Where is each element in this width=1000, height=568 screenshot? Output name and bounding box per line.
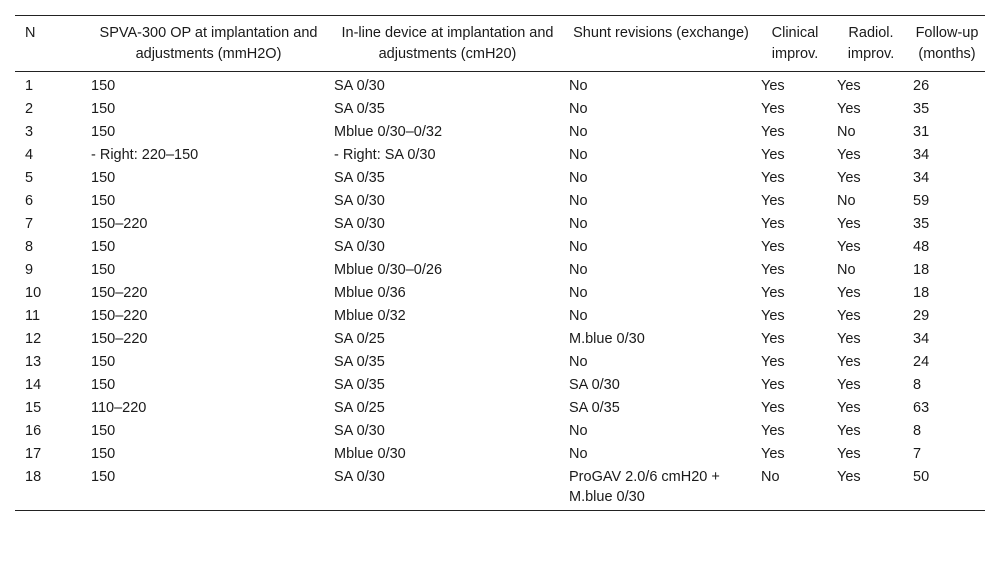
cell-n (15, 420, 87, 443)
cell-n-text: 13 (25, 354, 42, 370)
cell-n-text: 2 (25, 101, 34, 117)
cell-spva-op (87, 190, 330, 213)
header-follow-up: Follow-up (months) (915, 25, 979, 62)
cell-shunt-revisions-text: SA 0/30 (569, 377, 620, 393)
cell-inline-device (330, 259, 565, 282)
cell-n (15, 121, 87, 144)
table-row (15, 167, 985, 190)
table-row (15, 236, 985, 259)
table-row (15, 282, 985, 305)
cell-clinical-improv-text: Yes (761, 124, 785, 140)
cell-spva-op-text: 150 (91, 354, 116, 370)
cell-radiol-improv (833, 236, 909, 259)
cell-n (15, 98, 87, 121)
cell-clinical-improv-text: Yes (761, 170, 785, 186)
cell-inline-device-text: Mblue 0/36 (334, 285, 406, 301)
table-row (15, 466, 985, 511)
cell-clinical-improv (757, 144, 833, 167)
cell-inline-device (330, 98, 565, 121)
cell-clinical-improv-text: Yes (761, 101, 785, 117)
cell-radiol-improv (833, 420, 909, 443)
cell-n-text: 16 (25, 423, 42, 439)
cell-n-text: 11 (25, 308, 41, 324)
cell-n (15, 259, 87, 282)
cell-follow-up-text: 26 (913, 78, 930, 94)
cell-radiol-improv-text: Yes (837, 285, 861, 301)
cell-spva-op (87, 466, 330, 511)
cell-radiol-improv (833, 144, 909, 167)
cell-follow-up (909, 305, 985, 328)
cell-inline-device (330, 374, 565, 397)
header-clinical-improv: Clinical improv. (771, 25, 819, 62)
cell-shunt-revisions (565, 190, 757, 213)
cell-n (15, 328, 87, 351)
cell-shunt-revisions (565, 72, 757, 99)
cell-clinical-improv-text: No (761, 469, 780, 485)
cell-shunt-revisions-text: No (569, 423, 588, 439)
cell-inline-device (330, 466, 565, 511)
cell-spva-op-text: 150 (91, 446, 116, 462)
cell-inline-device-text: SA 0/35 (334, 101, 385, 117)
table-row (15, 305, 985, 328)
cell-n-text: 12 (25, 331, 42, 347)
cell-clinical-improv (757, 351, 833, 374)
cell-radiol-improv (833, 443, 909, 466)
cell-spva-op-text: 150 (91, 78, 116, 94)
cell-n-text: 18 (25, 469, 42, 485)
cell-follow-up-text: 34 (913, 331, 930, 347)
cell-shunt-revisions (565, 98, 757, 121)
cell-inline-device (330, 167, 565, 190)
cell-shunt-revisions-text: No (569, 216, 588, 232)
cell-clinical-improv (757, 236, 833, 259)
cell-radiol-improv (833, 121, 909, 144)
cell-clinical-improv (757, 121, 833, 144)
cell-n-text: 10 (25, 285, 42, 301)
cell-inline-device (330, 121, 565, 144)
cell-follow-up-text: 35 (913, 101, 930, 117)
cell-radiol-improv-text: No (837, 193, 856, 209)
cell-n-text: 17 (25, 446, 42, 462)
cell-shunt-revisions (565, 259, 757, 282)
cell-shunt-revisions-text: No (569, 147, 588, 163)
cell-spva-op-text: 150 (91, 469, 116, 485)
cell-shunt-revisions (565, 305, 757, 328)
cell-spva-op (87, 167, 330, 190)
cell-shunt-revisions-text: No (569, 101, 588, 117)
cell-follow-up (909, 420, 985, 443)
cell-shunt-revisions (565, 351, 757, 374)
cell-radiol-improv-text: Yes (837, 216, 861, 232)
cell-clinical-improv-text: Yes (761, 239, 785, 255)
cell-n (15, 144, 87, 167)
cell-inline-device (330, 305, 565, 328)
cell-radiol-improv (833, 72, 909, 99)
cell-follow-up-text: 7 (913, 446, 922, 462)
cell-n (15, 466, 87, 511)
cell-clinical-improv (757, 328, 833, 351)
cell-radiol-improv (833, 213, 909, 236)
cell-radiol-improv (833, 328, 909, 351)
cell-n-text: 3 (25, 124, 34, 140)
cell-inline-device (330, 443, 565, 466)
cell-clinical-improv (757, 374, 833, 397)
cell-shunt-revisions (565, 236, 757, 259)
cell-n-text: 5 (25, 170, 34, 186)
cell-radiol-improv-text: Yes (837, 331, 861, 347)
cell-n (15, 443, 87, 466)
cell-follow-up-text: 8 (913, 377, 922, 393)
cell-shunt-revisions (565, 213, 757, 236)
cell-n (15, 374, 87, 397)
cell-shunt-revisions (565, 282, 757, 305)
cell-n (15, 397, 87, 420)
cell-radiol-improv-text: Yes (837, 377, 861, 393)
cell-spva-op-text: 110–220 (91, 400, 147, 416)
cell-spva-op (87, 305, 330, 328)
table-row (15, 397, 985, 420)
cell-n (15, 282, 87, 305)
table-row (15, 213, 985, 236)
cell-follow-up (909, 328, 985, 351)
cell-follow-up (909, 72, 985, 99)
table-row (15, 144, 985, 167)
cell-n (15, 72, 87, 99)
cell-radiol-improv-text: Yes (837, 400, 861, 416)
cell-spva-op-text: - Right: 220–150 (91, 147, 199, 163)
cell-follow-up-text: 59 (913, 193, 930, 209)
cell-follow-up (909, 443, 985, 466)
cell-clinical-improv-text: Yes (761, 446, 785, 462)
cell-clinical-improv (757, 305, 833, 328)
cell-radiol-improv-text: Yes (837, 354, 861, 370)
cell-follow-up-text: 8 (913, 423, 922, 439)
cell-clinical-improv-text: Yes (761, 423, 785, 439)
cell-shunt-revisions (565, 144, 757, 167)
cell-n-text: 14 (25, 377, 42, 393)
cell-radiol-improv (833, 98, 909, 121)
cell-radiol-improv-text: Yes (837, 239, 861, 255)
cell-shunt-revisions-text: SA 0/35 (569, 400, 620, 416)
cell-follow-up-text: 31 (913, 124, 930, 140)
cell-spva-op (87, 282, 330, 305)
cell-n-text: 7 (25, 216, 34, 232)
header-spva-op: SPVA-300 OP at implantation and adjustments (mmH2O) (99, 25, 318, 62)
cell-n-text: 9 (25, 262, 34, 278)
cell-n (15, 351, 87, 374)
cell-follow-up (909, 351, 985, 374)
cell-radiol-improv-text: No (837, 262, 856, 278)
cell-n (15, 305, 87, 328)
cell-clinical-improv (757, 259, 833, 282)
cell-follow-up (909, 466, 985, 511)
table-row (15, 121, 985, 144)
cell-inline-device (330, 190, 565, 213)
cell-spva-op (87, 72, 330, 99)
cell-n-text: 15 (25, 400, 42, 416)
cell-clinical-improv (757, 282, 833, 305)
table-row (15, 328, 985, 351)
cell-inline-device-text: SA 0/30 (334, 78, 385, 94)
cell-follow-up (909, 121, 985, 144)
cell-follow-up-text: 34 (913, 170, 930, 186)
cell-spva-op (87, 144, 330, 167)
cell-radiol-improv-text: Yes (837, 78, 861, 94)
cell-follow-up (909, 259, 985, 282)
cell-follow-up (909, 144, 985, 167)
cell-radiol-improv (833, 466, 909, 511)
table-row (15, 420, 985, 443)
cell-clinical-improv-text: Yes (761, 377, 785, 393)
cell-radiol-improv-text: Yes (837, 170, 861, 186)
cell-follow-up (909, 282, 985, 305)
cell-inline-device-text: SA 0/30 (334, 216, 385, 232)
cell-spva-op (87, 259, 330, 282)
cell-clinical-improv (757, 443, 833, 466)
cell-inline-device-text: SA 0/30 (334, 239, 385, 255)
cell-radiol-improv-text: Yes (837, 423, 861, 439)
cell-shunt-revisions-text: No (569, 170, 588, 186)
cell-inline-device (330, 351, 565, 374)
cell-shunt-revisions-text: No (569, 262, 588, 278)
cell-radiol-improv-text: Yes (837, 101, 861, 117)
cell-radiol-improv (833, 305, 909, 328)
cell-n (15, 190, 87, 213)
shunt-outcomes-table-container (15, 15, 985, 511)
cell-shunt-revisions-text: No (569, 193, 588, 209)
cell-clinical-improv (757, 397, 833, 420)
cell-spva-op (87, 121, 330, 144)
cell-spva-op-text: 150 (91, 239, 116, 255)
header-n: N (25, 25, 36, 41)
cell-follow-up-text: 63 (913, 400, 930, 416)
cell-radiol-improv-text: Yes (837, 446, 861, 462)
cell-clinical-improv-text: Yes (761, 400, 785, 416)
cell-clinical-improv-text: Yes (761, 285, 785, 301)
table-row (15, 72, 985, 99)
cell-inline-device (330, 420, 565, 443)
cell-inline-device-text: Mblue 0/30 (334, 446, 406, 462)
cell-shunt-revisions-text: No (569, 308, 588, 324)
cell-spva-op (87, 351, 330, 374)
cell-spva-op (87, 236, 330, 259)
cell-n (15, 236, 87, 259)
cell-spva-op-text: 150 (91, 423, 116, 439)
cell-follow-up-text: 18 (913, 262, 930, 278)
cell-inline-device-text: Mblue 0/32 (334, 308, 406, 324)
shunt-outcomes-table (15, 15, 985, 511)
cell-inline-device-text: Mblue 0/30–0/32 (334, 124, 443, 140)
cell-clinical-improv-text: Yes (761, 78, 785, 94)
cell-shunt-revisions-text: No (569, 78, 588, 94)
cell-clinical-improv-text: Yes (761, 216, 785, 232)
cell-n-text: 4 (25, 147, 34, 163)
cell-clinical-improv-text: Yes (761, 147, 785, 163)
cell-shunt-revisions-text: No (569, 354, 588, 370)
cell-shunt-revisions (565, 121, 757, 144)
cell-shunt-revisions-text: No (569, 124, 588, 140)
cell-follow-up-text: 48 (913, 239, 930, 255)
cell-radiol-improv-text: Yes (837, 469, 861, 485)
cell-radiol-improv (833, 259, 909, 282)
cell-n (15, 167, 87, 190)
cell-spva-op (87, 420, 330, 443)
cell-shunt-revisions (565, 374, 757, 397)
cell-inline-device (330, 236, 565, 259)
cell-clinical-improv (757, 466, 833, 511)
cell-clinical-improv-text: Yes (761, 262, 785, 278)
cell-n (15, 213, 87, 236)
cell-inline-device-text: - Right: SA 0/30 (334, 147, 436, 163)
cell-inline-device-text: SA 0/30 (334, 423, 385, 439)
cell-shunt-revisions-text: No (569, 285, 588, 301)
cell-spva-op-text: 150 (91, 377, 116, 393)
cell-spva-op-text: 150 (91, 124, 116, 140)
cell-radiol-improv-text: Yes (837, 308, 861, 324)
cell-shunt-revisions (565, 443, 757, 466)
cell-inline-device (330, 213, 565, 236)
cell-spva-op-text: 150–220 (91, 331, 148, 347)
cell-inline-device-text: SA 0/30 (334, 193, 385, 209)
cell-shunt-revisions-text: M.blue 0/30 (569, 331, 645, 347)
cell-clinical-improv (757, 420, 833, 443)
cell-clinical-improv (757, 72, 833, 99)
cell-clinical-improv-text: Yes (761, 308, 785, 324)
cell-radiol-improv (833, 167, 909, 190)
cell-follow-up-text: 50 (913, 469, 930, 485)
cell-follow-up-text: 29 (913, 308, 930, 324)
cell-follow-up (909, 374, 985, 397)
cell-follow-up (909, 167, 985, 190)
cell-radiol-improv (833, 351, 909, 374)
cell-spva-op (87, 328, 330, 351)
cell-inline-device-text: SA 0/35 (334, 354, 385, 370)
cell-inline-device-text: SA 0/35 (334, 170, 385, 186)
cell-radiol-improv (833, 190, 909, 213)
cell-shunt-revisions-text: No (569, 239, 588, 255)
cell-radiol-improv (833, 397, 909, 420)
cell-follow-up-text: 34 (913, 147, 930, 163)
cell-spva-op (87, 213, 330, 236)
cell-spva-op-text: 150–220 (91, 216, 148, 232)
cell-spva-op (87, 374, 330, 397)
table-row (15, 98, 985, 121)
header-radiol-improv: Radiol. improv. (847, 25, 895, 62)
cell-clinical-improv (757, 167, 833, 190)
cell-inline-device-text: SA 0/25 (334, 400, 385, 416)
cell-shunt-revisions (565, 397, 757, 420)
cell-radiol-improv (833, 374, 909, 397)
cell-inline-device (330, 72, 565, 99)
cell-inline-device (330, 282, 565, 305)
cell-spva-op (87, 98, 330, 121)
cell-follow-up (909, 213, 985, 236)
cell-n-text: 6 (25, 193, 34, 209)
cell-follow-up (909, 98, 985, 121)
cell-radiol-improv-text: Yes (837, 147, 861, 163)
table-row (15, 190, 985, 213)
cell-shunt-revisions-text: No (569, 446, 588, 462)
cell-clinical-improv-text: Yes (761, 354, 785, 370)
cell-spva-op (87, 443, 330, 466)
cell-spva-op-text: 150–220 (91, 308, 148, 324)
cell-clinical-improv-text: Yes (761, 331, 785, 347)
cell-shunt-revisions (565, 420, 757, 443)
cell-inline-device (330, 397, 565, 420)
cell-follow-up-text: 24 (913, 354, 930, 370)
table-row (15, 351, 985, 374)
cell-follow-up (909, 397, 985, 420)
cell-shunt-revisions (565, 167, 757, 190)
cell-n-text: 1 (25, 78, 34, 94)
cell-n-text: 8 (25, 239, 34, 255)
cell-follow-up-text: 35 (913, 216, 930, 232)
cell-radiol-improv-text: No (837, 124, 856, 140)
cell-follow-up (909, 190, 985, 213)
cell-inline-device-text: SA 0/25 (334, 331, 385, 347)
cell-spva-op (87, 397, 330, 420)
header-inline-device: In-line device at implantation and adjustments (cmH20) (341, 25, 554, 62)
cell-spva-op-text: 150 (91, 170, 116, 186)
cell-spva-op-text: 150 (91, 262, 116, 278)
cell-inline-device (330, 328, 565, 351)
cell-clinical-improv (757, 190, 833, 213)
table-row (15, 443, 985, 466)
cell-spva-op-text: 150–220 (91, 285, 148, 301)
header-shunt-revisions: Shunt revisions (exchange) (573, 25, 749, 41)
header-row (15, 16, 985, 72)
table-body (15, 72, 985, 511)
cell-inline-device-text: Mblue 0/30–0/26 (334, 262, 443, 278)
cell-shunt-revisions-text: ProGAV 2.0/6 cmH20 + M.blue 0/30 (569, 469, 720, 505)
table-row (15, 374, 985, 397)
cell-radiol-improv (833, 282, 909, 305)
cell-clinical-improv (757, 98, 833, 121)
cell-follow-up (909, 236, 985, 259)
cell-shunt-revisions (565, 328, 757, 351)
cell-spva-op-text: 150 (91, 101, 116, 117)
cell-clinical-improv (757, 213, 833, 236)
cell-shunt-revisions (565, 466, 757, 511)
cell-inline-device-text: SA 0/35 (334, 377, 385, 393)
cell-follow-up-text: 18 (913, 285, 930, 301)
cell-inline-device (330, 144, 565, 167)
table-row (15, 259, 985, 282)
cell-inline-device-text: SA 0/30 (334, 469, 385, 485)
cell-spva-op-text: 150 (91, 193, 116, 209)
cell-clinical-improv-text: Yes (761, 193, 785, 209)
